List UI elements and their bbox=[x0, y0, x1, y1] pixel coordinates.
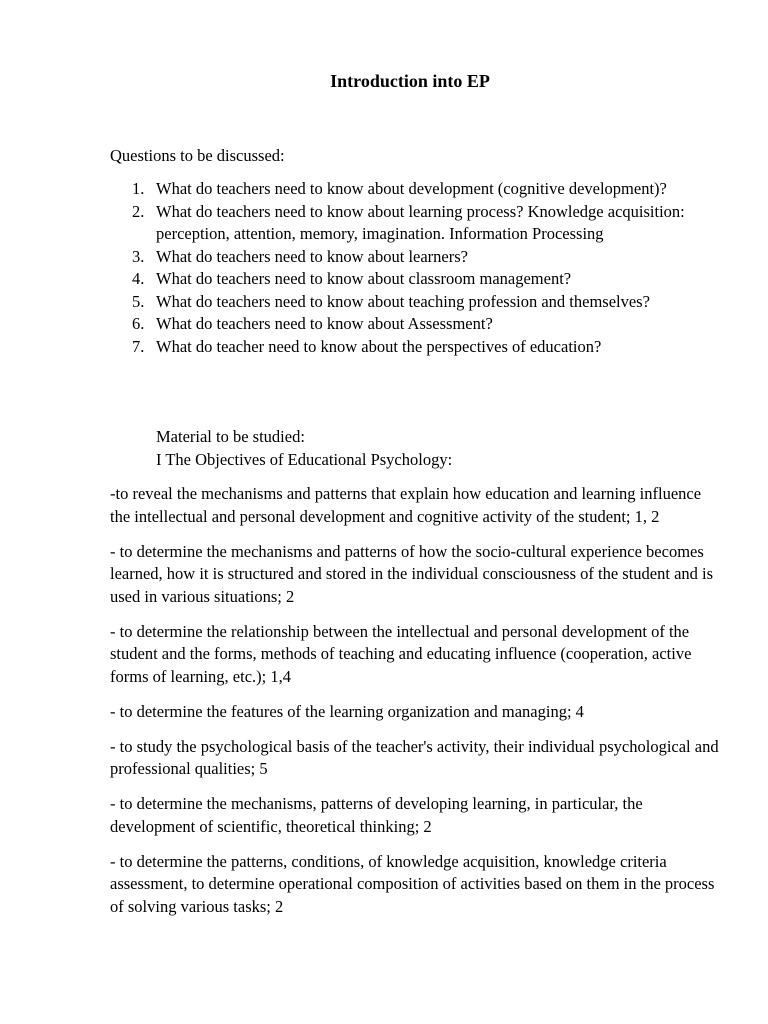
list-item bbox=[110, 336, 730, 359]
page-title: Introduction into EP bbox=[330, 71, 490, 91]
question-text: What do teachers need to know about development (cognitive development)? bbox=[156, 179, 667, 198]
objective-paragraph: - to determine the features of the learning organization and managing; 4 bbox=[110, 701, 584, 721]
objective-paragraph: - to determine the mechanisms, patterns of developing learning, in particular, the development of scientific, theoretical thinking; 2 bbox=[110, 794, 643, 836]
list-item bbox=[110, 201, 730, 246]
questions-list bbox=[110, 178, 730, 358]
list-item bbox=[110, 313, 730, 336]
question-text: What do teachers need to know about teaching profession and themselves? bbox=[156, 291, 650, 311]
list-item bbox=[110, 178, 730, 201]
list-number: 6. bbox=[132, 314, 145, 333]
objective-paragraph: - to study the psychological basis of the teacher's activity, their individual psychological and professional qualities; 5 bbox=[110, 736, 719, 778]
objective-paragraph: -to reveal the mechanisms and patterns that explain how education and learning influence the intellectual and personal development and cognitive activity of the student; 1, 2 bbox=[110, 484, 702, 526]
material-heading: Material to be studied: bbox=[156, 427, 305, 446]
list-item bbox=[110, 268, 730, 291]
list-item bbox=[110, 246, 730, 269]
question-text: What do teachers need to know about learners? bbox=[156, 246, 468, 266]
question-text: What do teachers need to know about Assessment? bbox=[156, 314, 493, 333]
objective-paragraph: - to determine the mechanisms and patterns of how the socio-cultural experience becomes learned, how it is structured and stored in the individual consciousness of the student and is used in various situations; 2 bbox=[110, 541, 714, 606]
questions-intro: Questions to be discussed: bbox=[110, 146, 285, 165]
list-item bbox=[110, 291, 730, 314]
list-number: 7. bbox=[132, 336, 145, 356]
list-number: 3. bbox=[132, 246, 145, 266]
objectives-list bbox=[110, 483, 722, 931]
material-section bbox=[156, 426, 452, 471]
objective-paragraph: - to determine the patterns, conditions, of knowledge acquisition, knowledge criteria assessment, to determine operational composition of activities based on them in the process of solving various tasks; 2 bbox=[110, 851, 715, 916]
list-number: 4. bbox=[132, 269, 145, 288]
list-number: 2. bbox=[132, 201, 145, 221]
list-number: 1. bbox=[132, 179, 145, 198]
question-text: What do teachers need to know about learning process? Knowledge acquisition: perception, attention, memory, imagination. Information Processing bbox=[156, 201, 685, 243]
question-text: What do teachers need to know about classroom management? bbox=[156, 269, 572, 288]
objective-paragraph: - to determine the relationship between the intellectual and personal development of the student and the forms, methods of teaching and educating influence (cooperation, active forms of learning, etc.); 1,4 bbox=[110, 621, 692, 686]
question-text: What do teacher need to know about the perspectives of education? bbox=[156, 336, 602, 356]
list-number: 5. bbox=[132, 291, 145, 311]
objectives-heading: I The Objectives of Educational Psychology: bbox=[156, 449, 453, 469]
